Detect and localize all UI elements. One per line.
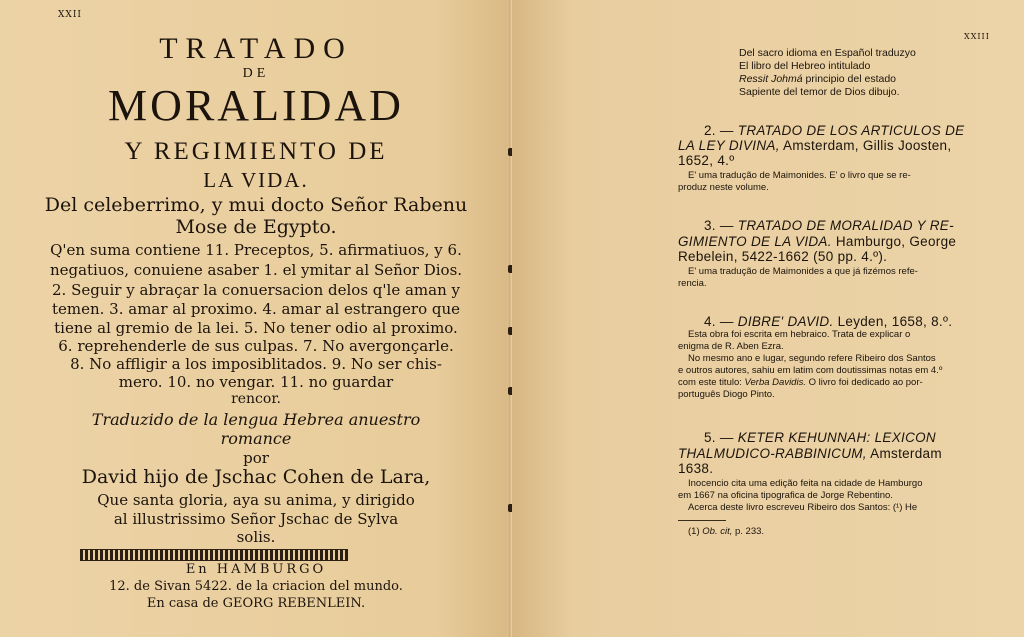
- dedication-line: solis.: [236, 528, 276, 546]
- entry-4-note: enigma de R. Aben Ezra.: [678, 341, 784, 352]
- entry-title: TRATADO DE MORALIDAD Y RE-: [737, 218, 954, 233]
- body-line: Q'en suma contiene 11. Preceptos, 5. afirmatiuos, y 6.: [50, 241, 462, 259]
- entry-text: com este titulo:: [678, 377, 745, 388]
- left-page-number: XXII: [58, 10, 82, 20]
- entry-title: GIMIENTO DE LA VIDA.: [678, 234, 832, 249]
- verse-text: principio del estado: [805, 73, 897, 85]
- entry-5-year: 1638.: [678, 461, 714, 476]
- verse-line: Sapiente del temor de Dios dibujo.: [739, 86, 900, 98]
- body-line: negatiuos, conuiene asaber 1. el ymitar al Señor Dios.: [49, 261, 463, 279]
- footnote-reference: Ob. cit,: [702, 526, 733, 537]
- footnote-number: (1): [688, 526, 700, 537]
- entry-italic-title: Verba Davidis.: [744, 377, 806, 388]
- body-line: 2. Seguir y abraçar la conuersacion delos q'le aman y: [52, 281, 460, 299]
- verse-italic: Ressit Johmá: [739, 73, 803, 85]
- body-line: Del celeberrimo, y mui docto Señor Rabenu: [44, 194, 468, 216]
- footnote: [688, 526, 764, 537]
- entry-imprint: Hamburgo, George: [831, 234, 957, 249]
- entry-title: KETER KEHUNNAH: LEXICON: [737, 430, 936, 445]
- entry-2-heading: [704, 123, 964, 138]
- entry-3-heading: [704, 218, 954, 233]
- translation-line: Traduzido de la lengua Hebrea anuestro: [91, 410, 421, 429]
- entry-title: TRATADO DE LOS ARTICULOS DE: [737, 123, 965, 138]
- dedication-line: al illustrissimo Señor Jschac de Sylva: [113, 510, 399, 528]
- entry-5-line: [678, 446, 942, 461]
- verse-line: El libro del Hebreo intitulado: [739, 60, 871, 72]
- title-line-regimiento: Y REGIMIENTO DE: [124, 138, 388, 165]
- title-line-moralidad: MORALIDAD: [108, 81, 404, 130]
- title-line-la-vida: LA VIDA.: [203, 168, 309, 192]
- entry-number: 5. —: [704, 430, 734, 445]
- entry-number: 4. —: [704, 314, 734, 329]
- imprint-place: En HAMBURGO: [185, 562, 327, 577]
- body-line: Mose de Egypto.: [175, 216, 337, 238]
- body-line: 6. reprehenderle de sus culpas. 7. No avergonçarle.: [58, 337, 454, 355]
- entry-2-year: 1652, 4.º: [678, 153, 735, 168]
- translation-line: romance: [220, 429, 292, 448]
- body-line: rencor.: [231, 391, 281, 407]
- entry-4-heading: [704, 314, 952, 329]
- entry-text: O livro foi dedicado ao por-: [805, 377, 923, 388]
- decorative-border: [80, 549, 348, 561]
- body-line: temen. 3. amar al proximo. 4. amar al estrangero que: [51, 300, 461, 318]
- entry-5-note: Inocencio cita uma edição feita na cidade de Hamburgo: [688, 478, 923, 489]
- entry-number: 3. —: [704, 218, 734, 233]
- entry-2-line: [678, 138, 951, 153]
- verse-line: Del sacro idioma en Español traduzyo: [739, 47, 916, 59]
- entry-4-note: Esta obra foi escrita em hebraico. Trata de explicar o: [688, 329, 911, 340]
- entry-imprint: Amsterdam: [866, 446, 942, 461]
- entry-number: 2. —: [704, 123, 734, 138]
- dedication-line: Que santa gloria, aya su anima, y dirigido: [97, 491, 415, 509]
- entry-3-imprint: Rebelein, 5422-1662 (50 pp. 4.º).: [678, 249, 888, 264]
- footnote-page: p. 233.: [732, 526, 765, 537]
- entry-imprint: Amsterdam, Gillis Joosten,: [779, 138, 952, 153]
- entry-imprint: Leyden, 1658, 8.º.: [833, 314, 953, 329]
- footnote-divider: [678, 520, 726, 521]
- entry-title: LA LEY DIVINA,: [678, 138, 780, 153]
- entry-4-note: No mesmo ano e lugar, segundo refere Ribeiro dos Santos: [688, 353, 936, 364]
- body-line: tiene al gremio de la lei. 5. No tener odio al proximo.: [54, 319, 458, 337]
- entry-2-note: E' uma tradução de Maimonides. E' o livro que se re-: [688, 170, 911, 181]
- entry-4-note: português Diogo Pinto.: [678, 389, 775, 400]
- entry-title: DIBRE' DAVID.: [737, 314, 834, 329]
- entry-4-note: [678, 377, 923, 388]
- entry-5-heading: [704, 430, 936, 445]
- entry-4-note: e outros autores, sahiu em latim com doutissimas notas em 4.º: [678, 365, 943, 376]
- entry-title: THALMUDICO-RABBINICUM,: [678, 446, 867, 461]
- entry-5-note: em 1667 na oficina tipografica de Jorge Rebentino.: [678, 490, 893, 501]
- right-page-number: XXIII: [964, 32, 990, 41]
- title-line-tratado: TRATADO: [159, 32, 353, 65]
- entry-3-note: rencia.: [678, 278, 707, 289]
- verse-line: [739, 73, 896, 85]
- entry-5-note: Acerca deste livro escreveu Ribeiro dos Santos: (¹) He: [688, 502, 918, 513]
- body-line: 8. No affligir a los imposiblitados. 9. No ser chis-: [70, 355, 442, 373]
- por-line: por: [243, 449, 269, 467]
- imprint-printer: En casa de GEORG REBENLEIN.: [146, 596, 366, 611]
- entry-3-line: [678, 234, 956, 249]
- entry-3-note: E' uma tradução de Maimonides a que já fizémos refe-: [688, 266, 918, 277]
- body-line: mero. 10. no vengar. 11. no guardar: [118, 373, 394, 391]
- right-page: [512, 0, 1024, 637]
- entry-2-note: produz neste volume.: [678, 182, 769, 193]
- author-line: David hijo de Jschac Cohen de Lara,: [81, 466, 431, 488]
- imprint-date: 12. de Sivan 5422. de la criacion del mundo.: [109, 579, 403, 594]
- title-line-de: DE: [242, 66, 270, 81]
